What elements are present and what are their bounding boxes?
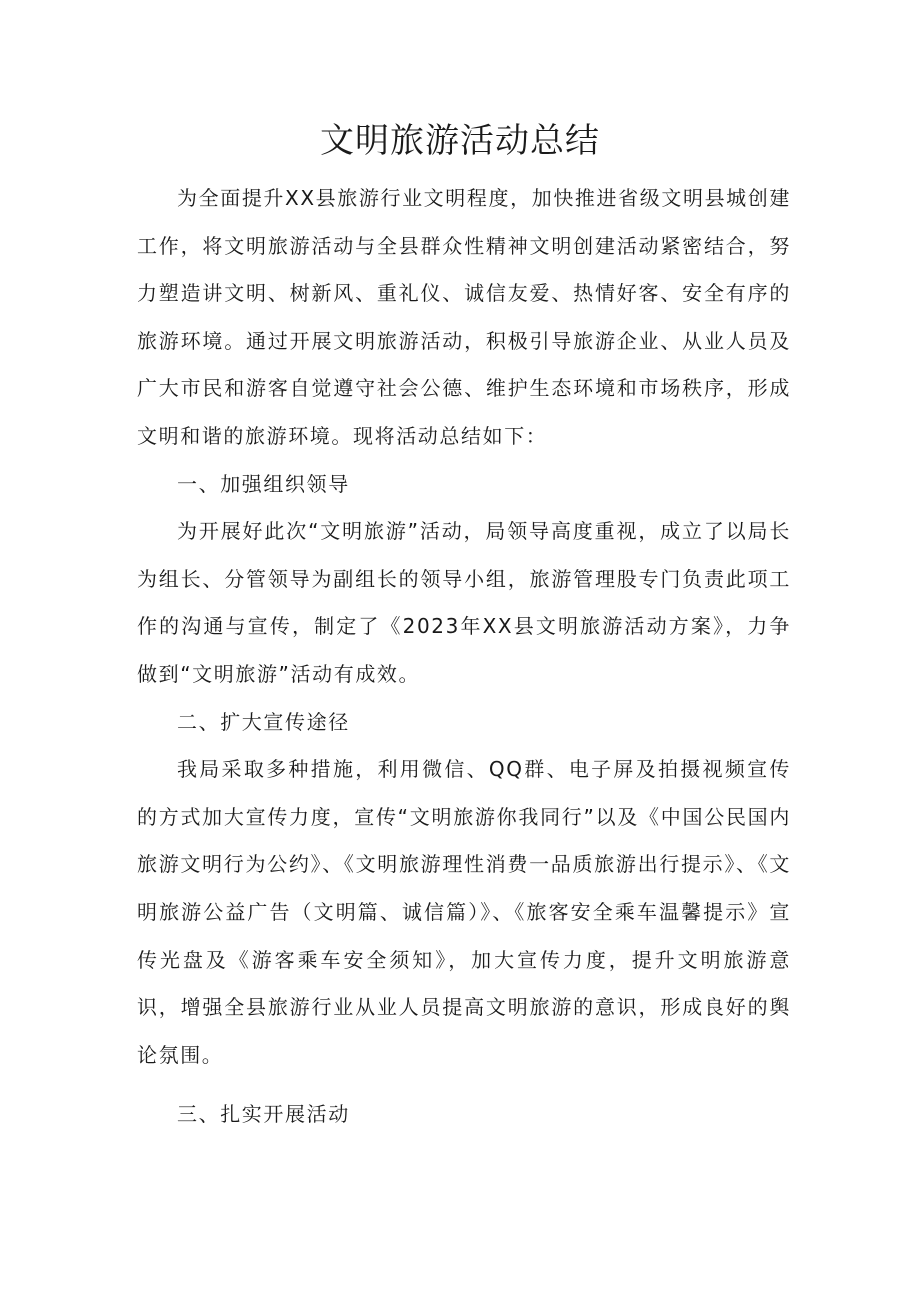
intro-paragraph: 为全面提升XX县旅游行业文明程度，加快推进省级文明县城创建工作，将文明旅游活动与全县群众性精神文明创建活动紧密结合，努力塑造讲文明、树新风、重礼仪、诚信友爱、热情好客、安全有序的旅游环境。通过开展文明旅游活动，积极引导旅游企业、从业人员及广大市民和游客自觉遵守社会公德、维护生态环境和市场秩序，形成文明和谐的旅游环境。现将活动总结如下：	[137, 186, 791, 448]
document-body	[137, 175, 791, 1139]
section-heading-3: 三、扎实开展活动	[177, 1102, 350, 1127]
document-title: 文明旅游活动总结	[320, 121, 600, 161]
section-2-paragraph: 我局采取多种措施，利用微信、QQ群、电子屏及拍摄视频宣传的方式加大宣传力度，宣传“文明旅游你我同行”以及《中国公民国内旅游文明行为公约》、《文明旅游理性消费一品质旅游出行提示》、《文明旅游公益广告（文明篇、诚信篇）》、《旅客安全乘车温馨提示》宣传光盘及《游客乘车安全须知》，加大宣传力度，提升文明旅游意识，增强全县旅游行业从业人员提高文明旅游的意识，形成良好的舆论氛围。	[137, 757, 791, 1067]
section-heading-1: 一、加强组织领导	[177, 471, 350, 496]
section-heading-2: 二、扩大宣传途径	[177, 709, 350, 734]
section-1-paragraph: 为开展好此次“文明旅游”活动，局领导高度重视，成立了以局长为组长、分管领导为副组长的领导小组，旅游管理股专门负责此项工作的沟通与宣传，制定了《2023年XX县文明旅游活动方案》，力争做到“文明旅游”活动有成效。	[137, 519, 791, 686]
